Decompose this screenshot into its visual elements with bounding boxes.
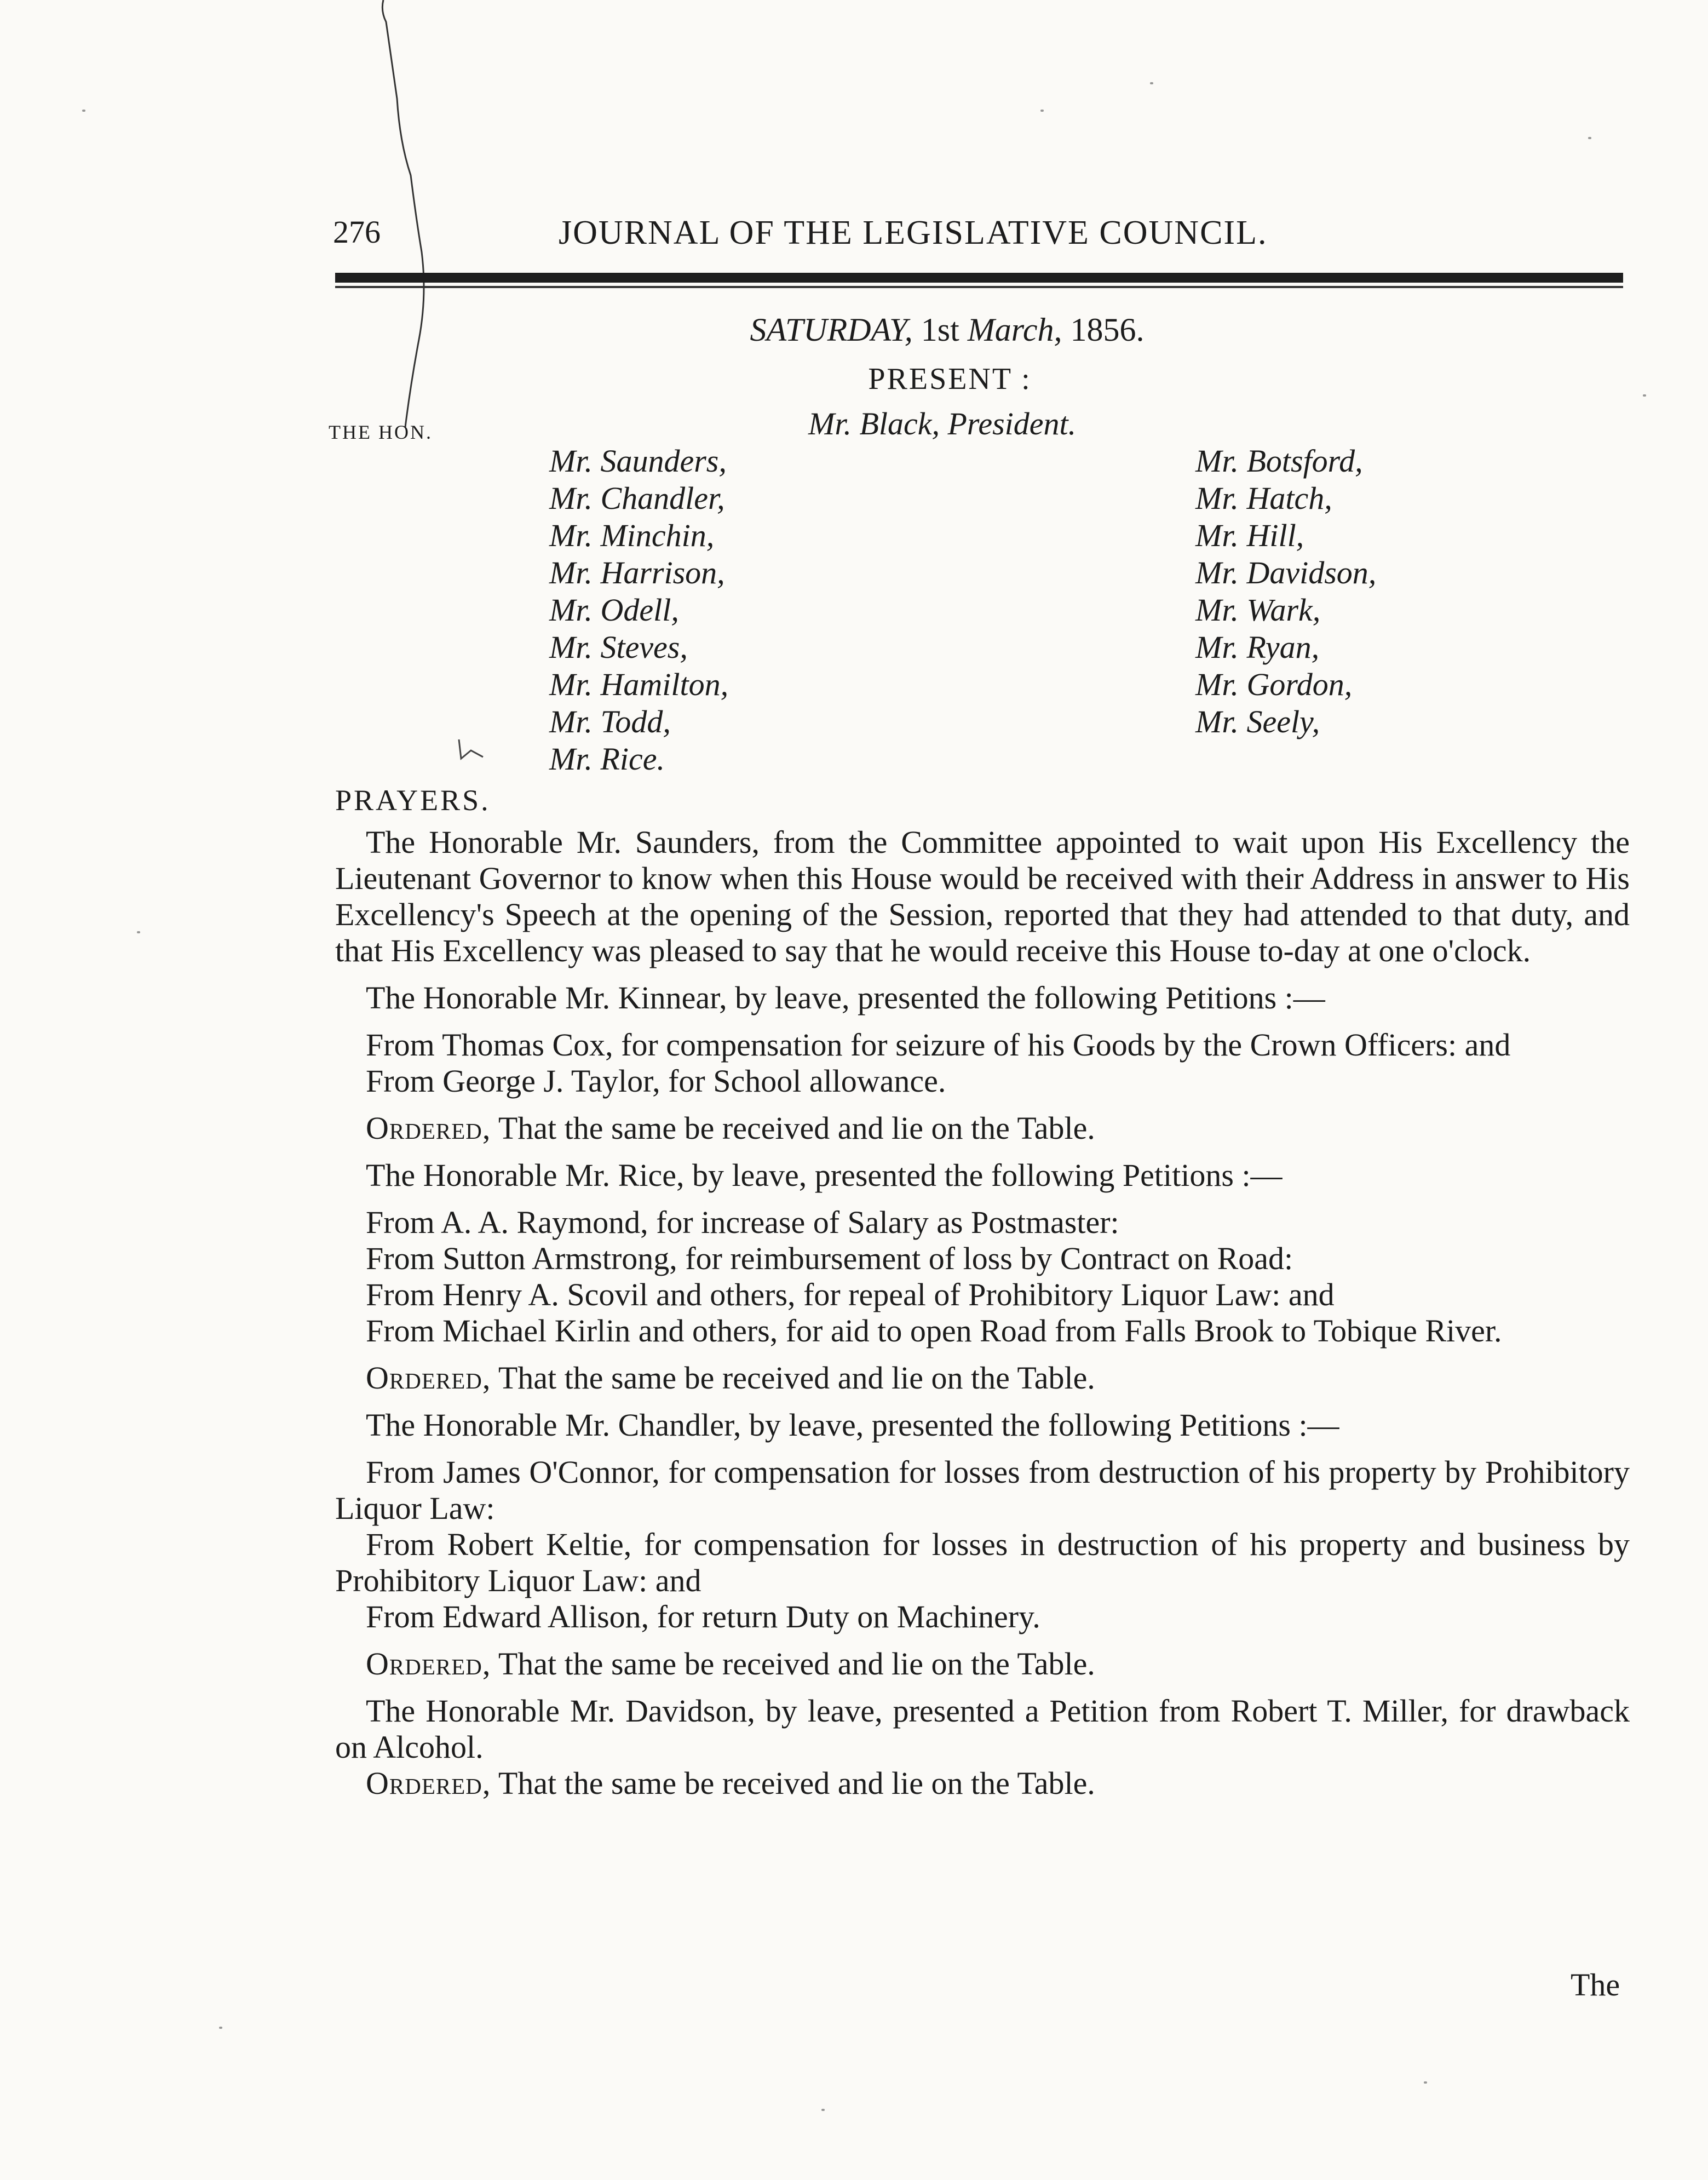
page-number: 276 — [333, 214, 381, 250]
member-name: Mr. Saunders, — [549, 443, 727, 479]
ordered-line — [335, 1360, 1630, 1396]
catchword: The — [1571, 1967, 1620, 2003]
header-rule-thin — [335, 286, 1623, 288]
member-name: Mr. Davidson, — [1195, 555, 1377, 590]
date-weekday: SATURDAY, — [750, 312, 913, 348]
member-name: Mr. Steves, — [549, 629, 688, 665]
page-header — [333, 208, 1636, 257]
scan-speck — [82, 110, 85, 112]
saunders-report: The Honorable Mr. Saunders, from the Committee appointed to wait upon His Excellency the Lieutenant Governor to know when this House would be received with their Address in answer to His Excellency's Speech at the opening of the Session, reported that they had attended to that duty, and that His Excellency was pleased to say that he would receive this House to-day at one o'clock. — [335, 824, 1630, 968]
member-name: Mr. Ryan, — [1195, 629, 1320, 665]
scan-speck — [1424, 2081, 1427, 2084]
member-name: Mr. Hatch, — [1195, 480, 1332, 516]
member-name: Mr. Todd, — [549, 704, 671, 739]
petition-entry: From Edward Allison, for return Duty on Machinery. — [366, 1599, 1040, 1634]
member-name: Mr. Seely, — [1195, 704, 1320, 739]
ordered-line — [335, 1646, 1630, 1682]
date-day: 1st — [921, 312, 959, 348]
date-year: 1856. — [1070, 312, 1145, 348]
ordered-text: That the same be received and lie on the Table. — [498, 1646, 1095, 1682]
petition-entry: From Thomas Cox, for compensation for seizure of his Goods by the Crown Officers: and — [366, 1027, 1511, 1063]
ordered-word: Ordered, — [366, 1646, 491, 1682]
ordered-word: Ordered, — [366, 1360, 491, 1396]
member-name: Mr. Minchin, — [549, 518, 715, 553]
member-name: Mr. Odell, — [549, 592, 679, 628]
date-month: March, — [967, 312, 1062, 348]
member-name: Mr. Hamilton, — [549, 667, 729, 702]
ordered-word: Ordered, — [366, 1765, 491, 1801]
ordered-word: Ordered, — [366, 1110, 491, 1146]
journal-title: JOURNAL OF THE LEGISLATIVE COUNCIL. — [559, 214, 1268, 251]
scan-speck — [137, 931, 140, 933]
member-name: Mr. Harrison, — [549, 555, 725, 590]
ordered-line — [335, 1765, 1630, 1802]
member-name: Mr. Gordon, — [1195, 667, 1353, 702]
member-name: Mr. Botsford, — [1195, 443, 1363, 479]
chandler-intro: The Honorable Mr. Chandler, by leave, presented the following Petitions :— — [366, 1407, 1339, 1443]
member-name: Mr. Rice. — [549, 741, 665, 777]
ordered-text: That the same be received and lie on the Table. — [498, 1110, 1095, 1146]
header-rule-heavy — [335, 273, 1623, 283]
scan-speck — [1643, 394, 1646, 397]
petition-entry: From George J. Taylor, for School allowance. — [366, 1063, 946, 1099]
ordered-text: That the same be received and lie on the Table. — [498, 1765, 1095, 1801]
davidson-petition: The Honorable Mr. Davidson, by leave, presented a Petition from Robert T. Miller, for drawback on Alcohol. — [335, 1693, 1630, 1765]
kinnear-intro: The Honorable Mr. Kinnear, by leave, presented the following Petitions :— — [366, 980, 1325, 1016]
petition-entry: From Robert Keltie, for compensation for losses in destruction of his property and business by Prohibitory Liquor Law: and — [335, 1527, 1630, 1598]
scan-speck — [1588, 137, 1591, 139]
journal-body — [335, 824, 1630, 1802]
prayers-heading: PRAYERS. — [335, 784, 491, 817]
session-date — [0, 311, 1708, 349]
scan-speck — [821, 2109, 825, 2111]
scan-speck — [1150, 82, 1153, 84]
members-right-column — [1195, 443, 1634, 741]
members-left-column — [549, 443, 987, 778]
president-line: Mr. Black, President. — [808, 406, 1077, 441]
member-name: Mr. Hill, — [1195, 518, 1304, 553]
petition-entry: From Sutton Armstrong, for reimbursement of loss by Contract on Road: — [366, 1241, 1293, 1276]
the-hon-label: THE HON. — [329, 421, 433, 443]
scan-speck — [219, 2027, 222, 2029]
petition-entry: From Henry A. Scovil and others, for repeal of Prohibitory Liquor Law: and — [366, 1277, 1335, 1312]
present-heading: PRESENT : — [868, 362, 1032, 396]
member-name: Mr. Wark, — [1195, 592, 1321, 628]
ordered-line — [335, 1110, 1630, 1146]
petition-entry: From Michael Kirlin and others, for aid to open Road from Falls Brook to Tobique River. — [366, 1313, 1502, 1349]
scan-speck — [1040, 110, 1044, 112]
petition-entry: From James O'Connor, for compensation for losses from destruction of his property by Prohibitory Liquor Law: — [335, 1454, 1630, 1526]
member-name: Mr. Chandler, — [549, 480, 725, 516]
petition-entry: From A. A. Raymond, for increase of Salary as Postmaster: — [366, 1204, 1119, 1240]
rice-intro: The Honorable Mr. Rice, by leave, presented the following Petitions :— — [366, 1157, 1283, 1193]
ordered-text: That the same be received and lie on the Table. — [498, 1360, 1095, 1396]
pencil-mark-icon — [455, 734, 487, 767]
